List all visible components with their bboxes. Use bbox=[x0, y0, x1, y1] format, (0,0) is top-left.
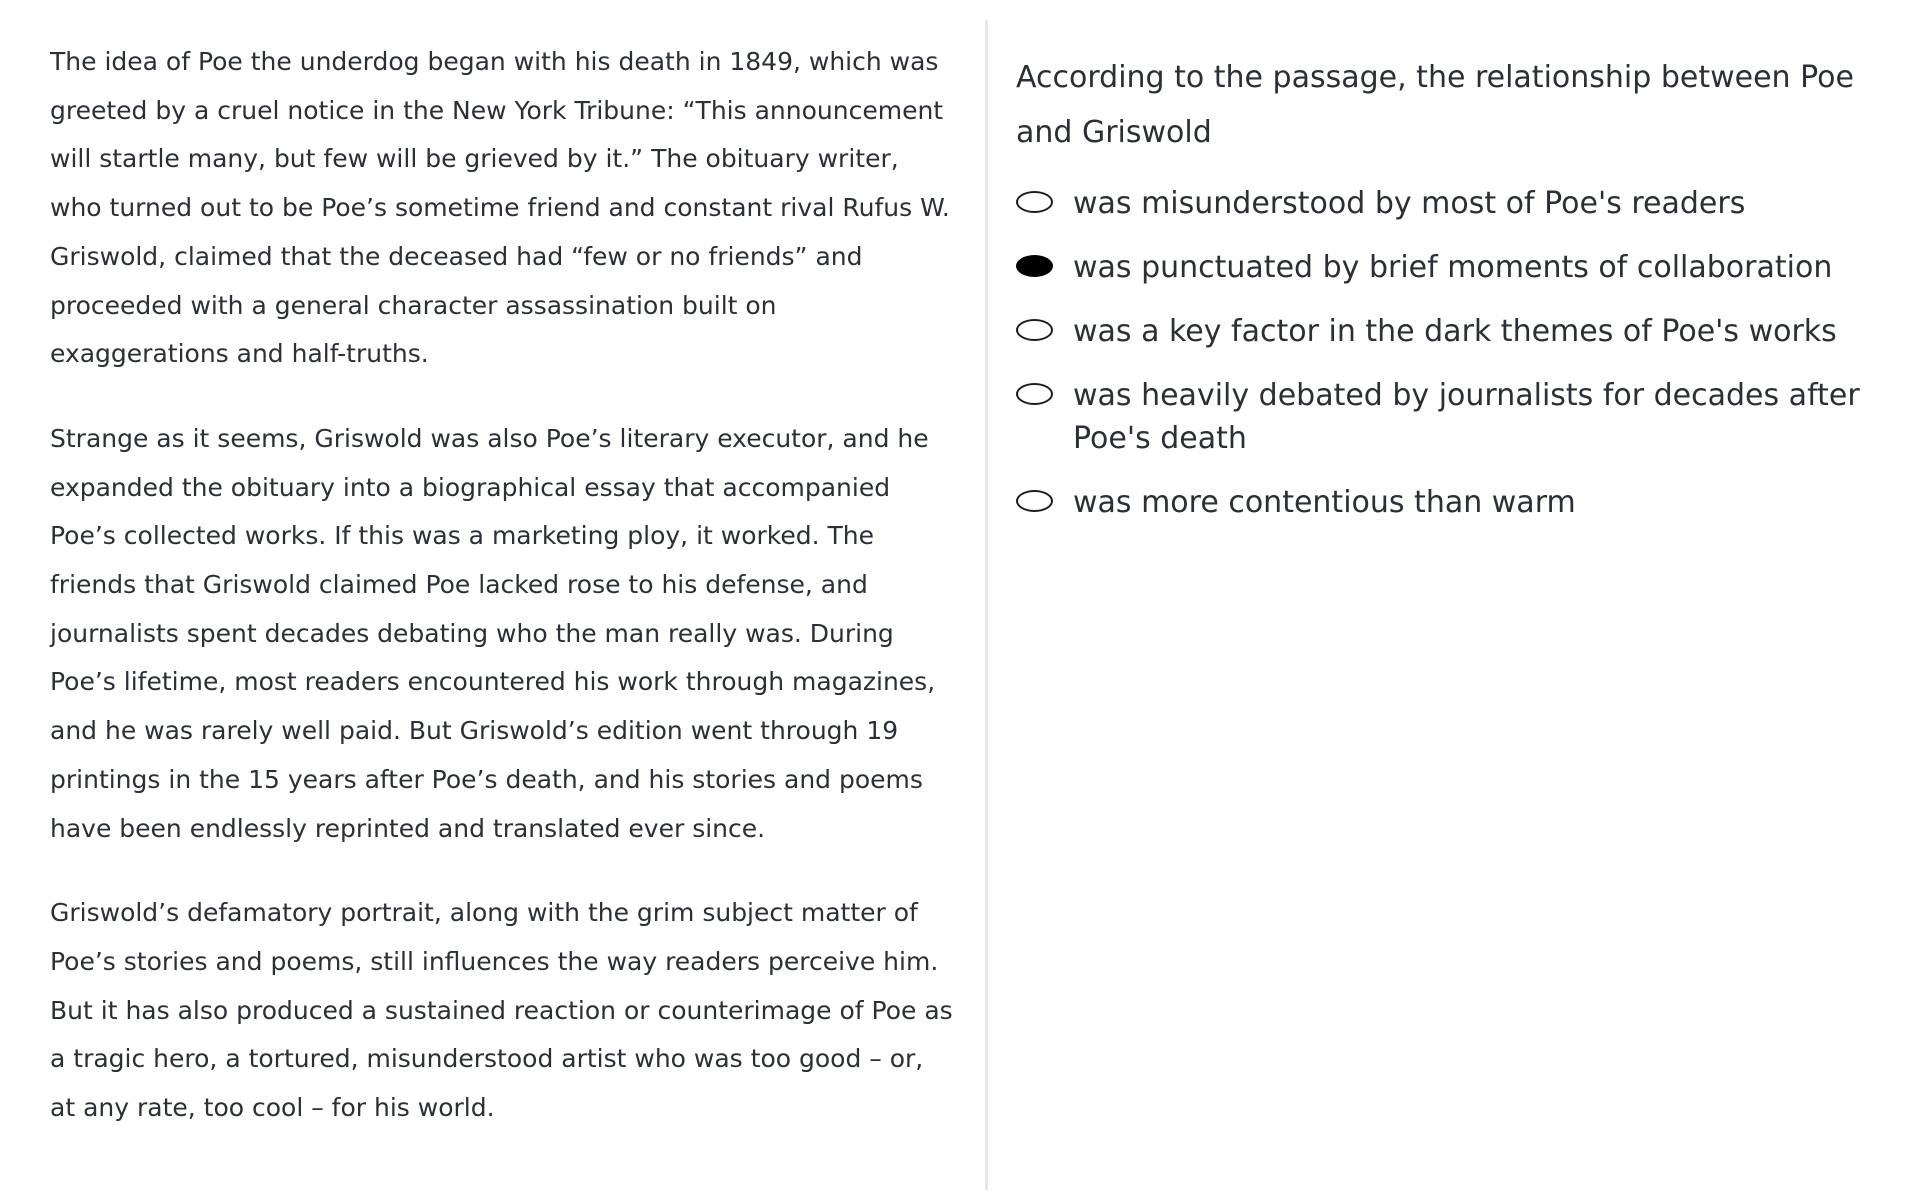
passage-paragraph-2: Strange as it seems, Griswold was also Poe’s literary executor, and he expanded the obituary into a biographical essay that accompanied Poe’s collected works. If this was a marketing ploy, it worked. The friends that Griswold claimed Poe lacked rose to his defense, and journalists spent decades debating who the man really was. During Poe’s lifetime, most readers encountered his work through magazines, and he was rarely well paid. But Griswold’s edition went through 19 printings in the 15 years after Poe’s death, and his stories and poems have been endlessly reprinted and translated ever since. bbox=[50, 423, 936, 843]
answer-choice-label[interactable]: was a key factor in the dark themes of Poe's works bbox=[1073, 314, 1837, 349]
pane-divider[interactable] bbox=[985, 20, 988, 1190]
radio-button-icon[interactable] bbox=[1016, 255, 1053, 277]
answer-choice-label[interactable]: was misunderstood by most of Poe's readers bbox=[1073, 186, 1746, 221]
answer-choice-b[interactable] bbox=[1016, 246, 1896, 289]
answer-choice-label[interactable]: was heavily debated by journalists for decades after Poe's death bbox=[1073, 378, 1860, 456]
passage-pane bbox=[50, 38, 955, 1169]
answer-choice-label[interactable]: was punctuated by brief moments of collaboration bbox=[1073, 250, 1833, 285]
answer-choices bbox=[1016, 182, 1896, 524]
answer-choice-a[interactable] bbox=[1016, 182, 1896, 225]
radio-button-icon[interactable] bbox=[1016, 319, 1053, 341]
passage-paragraph-3: Griswold’s defamatory portrait, along with the grim subject matter of Poe’s stories and poems, still influences the way readers perceive him. But it has also produced a sustained reaction or counterimage of Poe as a tragic hero, a tortured, misunderstood artist who was too good – or, at any rate, too cool – for his world. bbox=[50, 898, 953, 1123]
question-pane bbox=[1016, 50, 1896, 545]
radio-button-icon[interactable] bbox=[1016, 383, 1053, 405]
answer-choice-d[interactable] bbox=[1016, 374, 1896, 460]
question-stem: According to the passage, the relationship between Poe and Griswold bbox=[1016, 60, 1854, 150]
passage-paragraph-1: The idea of Poe the underdog began with his death in 1849, which was greeted by a cruel notice in the New York Tribune: “This announcement will startle many, but few will be grieved by it.” The obituary writer, who turned out to be Poe’s sometime friend and constant rival Rufus W. Griswold, claimed that the deceased had “few or no friends” and proceeded with a general character assassination built on exaggerations and half-truths. bbox=[50, 47, 950, 369]
radio-button-icon[interactable] bbox=[1016, 490, 1053, 512]
answer-choice-e[interactable] bbox=[1016, 481, 1896, 524]
answer-choice-c[interactable] bbox=[1016, 310, 1896, 353]
radio-button-icon[interactable] bbox=[1016, 191, 1053, 213]
answer-choice-label[interactable]: was more contentious than warm bbox=[1073, 485, 1576, 520]
